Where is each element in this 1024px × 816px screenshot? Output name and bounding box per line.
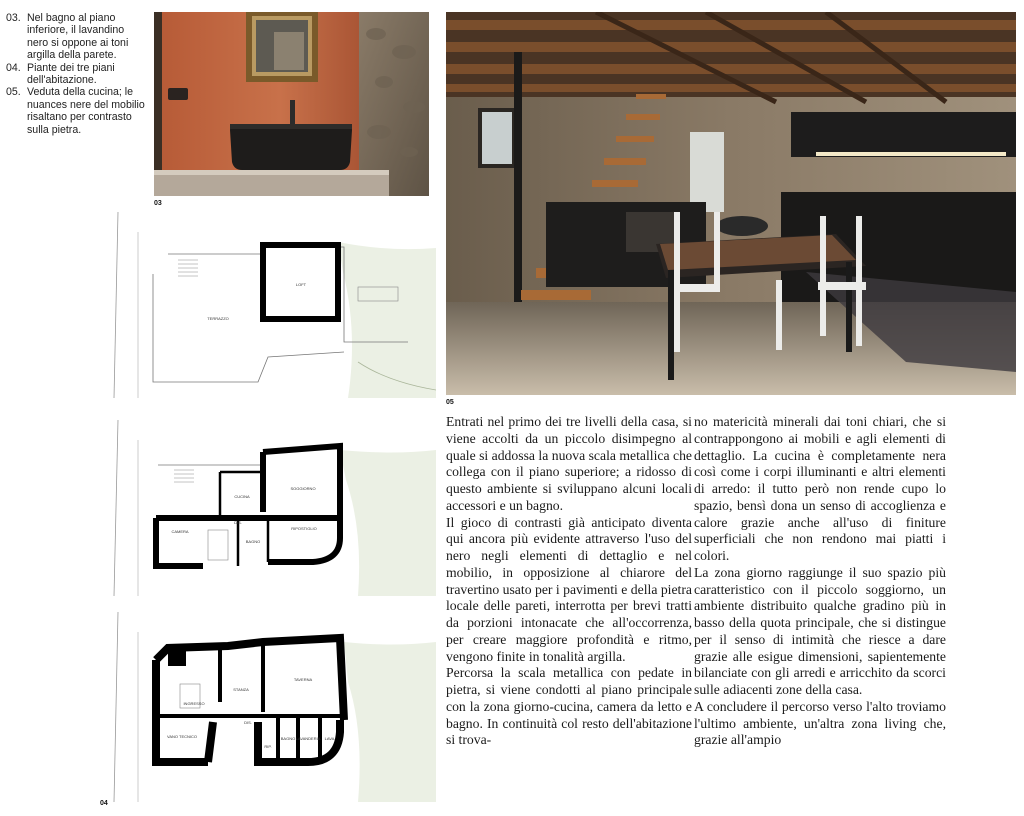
room-label: BAGNO xyxy=(280,736,296,741)
floor-plan-upper xyxy=(108,212,436,398)
room-label: SOGGIORNO xyxy=(290,486,316,491)
body-paragraph: Percorsa la scala metallica con pedate in pietra, si viene condotti al piano principale con la zona giorno-cucina, camera da letto e bagno. In continuità col resto dell'abitazione si trova- xyxy=(446,665,692,748)
caption-number: 05. xyxy=(6,86,21,99)
caption-number: 04. xyxy=(6,61,21,74)
body-column-1 xyxy=(446,414,692,749)
bathroom-photo xyxy=(154,12,429,196)
room-label: RIPOSTIGLIO xyxy=(291,526,317,531)
room-label: CUCINA xyxy=(234,494,250,499)
floor-plan-upper-drawing xyxy=(108,212,436,398)
room-label: RIP. xyxy=(264,744,272,749)
bathroom-illustration xyxy=(154,12,429,196)
room-label: BAGNO xyxy=(245,539,261,544)
room-label: LOFT xyxy=(295,282,307,287)
floor-plan-middle xyxy=(108,420,436,596)
room-label: DIS. xyxy=(244,720,252,725)
caption-04 xyxy=(6,62,146,87)
figure-label-05: 05 xyxy=(446,399,454,406)
kitchen-photo xyxy=(446,12,1016,395)
room-label: INGRESSO xyxy=(183,701,205,706)
body-paragraph: Entrati nel primo dei tre livelli della casa, si viene accolti da un piccolo disimpegno al quale si addossa la nuova scala metallica che collega con il piano superiore; a ridosso di questo ambiente si sviluppano alcuni locali accessori e un bagno. xyxy=(446,414,692,513)
room-label: LAVANDERIA xyxy=(295,736,321,741)
caption-03 xyxy=(6,12,146,62)
body-paragraph: Il gioco di contrasti già anticipato diventa qui ancora più evidente attraverso l'uso del nero negli elementi di dettaglio e nel mobilio, in opposizione al chiarore del travertino usato per i pavimenti e della pietra locale delle pareti, interrotta per brevi tratti da porzioni intonacate che all'occorrenza, per creare maggiore profondità e ritmo, vengono finite in tonalità argilla. xyxy=(446,514,692,664)
room-label: TAVERNA xyxy=(293,677,313,682)
floor-plan-lower-drawing xyxy=(108,612,436,802)
room-label: CAMERA xyxy=(171,529,189,534)
body-paragraph: no matericità minerali dai toni chiari, che si contrappongono ai mobili e agli elementi di dettaglio. La cucina è completamente nera così come i corpi illuminanti e altri elementi di arredo: il tutto però non rende cupo lo spazio, bensì dona un senso di accoglienza e calore grazie anche all'uso di finiture superficiali che non rendono mai piatti i colori. xyxy=(694,414,946,563)
room-label: TERRAZZO xyxy=(207,316,229,321)
room-label: STANZA xyxy=(233,687,249,692)
caption-text: Veduta della cucina; le nuances nere del mobilio risaltano per contrasto sulla pietra. xyxy=(27,86,145,136)
figure-label-04: 04 xyxy=(100,800,108,807)
room-label: VANO TECNICO xyxy=(166,734,198,739)
caption-text: Piante dei tre piani dell'abitazione. xyxy=(27,61,115,87)
caption-text: Nel bagno al piano inferiore, il lavandino nero si oppone ai toni argilla della parete. xyxy=(27,12,129,62)
floor-plan-middle-drawing xyxy=(108,420,436,596)
room-label: LAVA. xyxy=(324,736,336,741)
room-label: DIS. xyxy=(234,520,242,525)
figure-label-03: 03 xyxy=(154,200,162,207)
body-paragraph: A concludere il percorso verso l'alto troviamo l'ultimo ambiente, un'altra zona living che, grazie all'ampio xyxy=(694,698,946,748)
body-paragraph: La zona giorno raggiunge il suo spazio più caratteristico con il piccolo soggiorno, un ambiente distribuito qualche gradino più in basso della quota principale, che si distingue per il senso di intimità che riesce a dare grazie alle esigue dimensioni, sapientemente bilanciate con gli arredi e arricchito da scorci sulle adiacenti zone della casa. xyxy=(694,564,946,697)
body-column-2 xyxy=(694,414,946,749)
kitchen-illustration xyxy=(446,12,1016,395)
floor-plan-lower xyxy=(108,612,436,802)
captions xyxy=(6,12,146,136)
caption-05 xyxy=(6,86,146,136)
caption-number: 03. xyxy=(6,12,21,24)
